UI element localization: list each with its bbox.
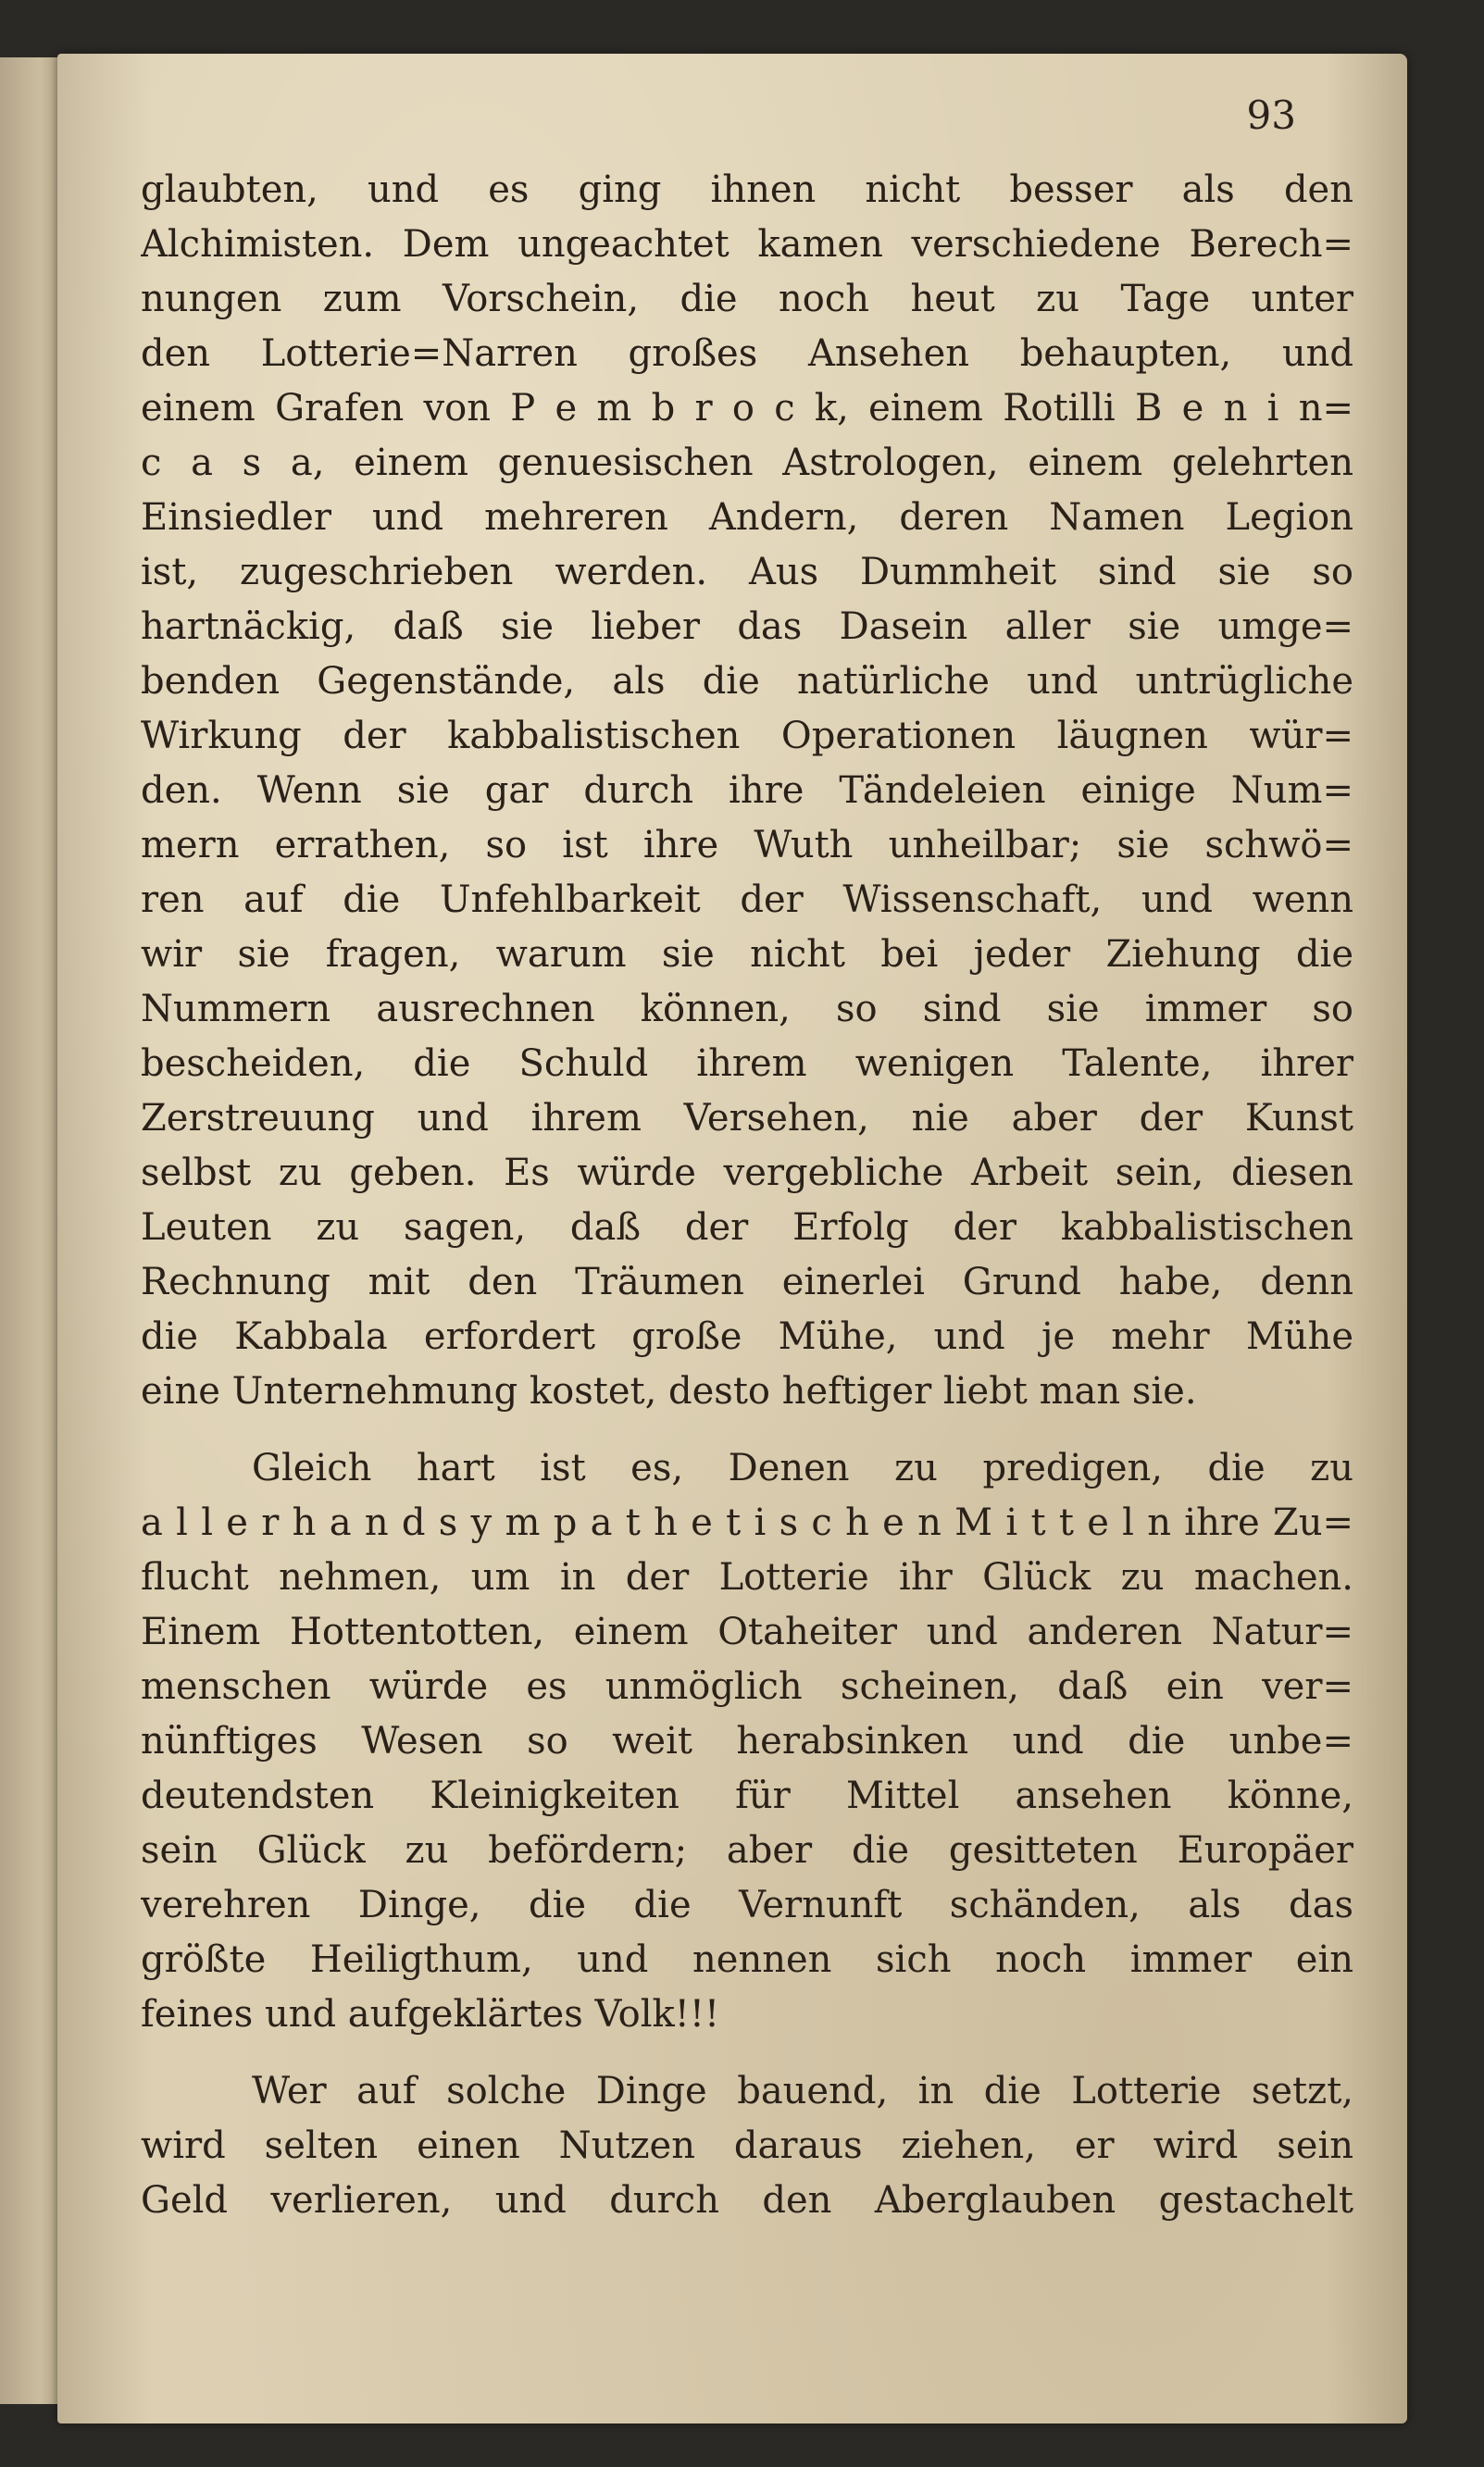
text-line: wir sie fragen, warum sie nicht bei jeder Ziehung die	[141, 933, 1353, 976]
text-line: deutendsten Kleinigkeiten für Mittel ansehen könne,	[141, 1775, 1353, 1817]
text-line: nungen zum Vorschein, die noch heut zu Tage unter	[141, 278, 1353, 320]
text-line: flucht nehmen, um in der Lotterie ihr Glück zu machen.	[141, 1556, 1353, 1599]
text-line: Einsiedler und mehreren Andern, deren Namen Legion	[141, 496, 1353, 539]
text-line: Leuten zu sagen, daß der Erfolg der kabbalistischen	[141, 1206, 1353, 1249]
text-line: wird selten einen Nutzen daraus ziehen, er wird sein	[141, 2124, 1353, 2167]
text-line: menschen würde es unmöglich scheinen, daß ein ver=	[141, 1665, 1353, 1708]
text-line: glaubten, und es ging ihnen nicht besser als den	[141, 168, 1353, 211]
book-page	[57, 54, 1407, 2423]
text-line: die Kabbala erfordert große Mühe, und je mehr Mühe	[141, 1315, 1353, 1358]
text-line: verehren Dinge, die die Vernunft schänden, als das	[141, 1884, 1353, 1926]
text-line: selbst zu geben. Es würde vergebliche Arbeit sein, diesen	[141, 1152, 1353, 1194]
text-line: benden Gegenstände, als die natürliche und untrügliche	[141, 660, 1353, 703]
text-line: bescheiden, die Schuld ihrem wenigen Talente, ihrer	[141, 1042, 1353, 1085]
text-line: ren auf die Unfehlbarkeit der Wissenschaft, und wenn	[141, 878, 1353, 921]
text-line: einem Grafen von P e m b r o c k, einem Rotilli B e n i n=	[141, 387, 1353, 430]
text-line: mern errathen, so ist ihre Wuth unheilbar; sie schwö=	[141, 824, 1353, 866]
text-line: Zerstreuung und ihrem Versehen, nie aber der Kunst	[141, 1097, 1353, 1140]
paragraph-3	[141, 2064, 1353, 2228]
text-line: Geld verlieren, und durch den Aberglauben gestachelt	[141, 2179, 1353, 2222]
text-line: Einem Hottentotten, einem Otaheiter und anderen Natur=	[141, 1611, 1353, 1653]
page-number: 93	[1246, 93, 1296, 138]
paragraph-2	[141, 1441, 1353, 2042]
text-line: c a s a, einem genuesischen Astrologen, einem gelehrten	[141, 442, 1353, 484]
text-line: nünftiges Wesen so weit herabsinken und die unbe=	[141, 1720, 1353, 1763]
text-line: ist, zugeschrieben werden. Aus Dummheit sind sie so	[141, 551, 1353, 593]
paragraph-gap	[141, 2042, 1353, 2064]
text-line: sein Glück zu befördern; aber die gesitteten Europäer	[141, 1829, 1353, 1872]
text-line: größte Heiligthum, und nennen sich noch immer ein	[141, 1938, 1353, 1981]
text-line: Alchimisten. Dem ungeachtet kamen verschiedene Berech=	[141, 223, 1353, 266]
text-line: Wirkung der kabbalistischen Operationen läugnen wür=	[141, 715, 1353, 757]
paragraph-gap	[141, 1419, 1353, 1441]
text-line: Nummern ausrechnen können, so sind sie immer so	[141, 988, 1353, 1030]
text-line: a l l e r h a n d s y m p a t h e t i s c h e n M i t t e l n ihre Zu=	[141, 1501, 1353, 1544]
body-text	[141, 163, 1353, 2228]
text-line: Gleich hart ist es, Denen zu predigen, die zu	[252, 1447, 1353, 1489]
text-line: den. Wenn sie gar durch ihre Tändeleien einige Num=	[141, 769, 1353, 812]
text-line: den Lotterie=Narren großes Ansehen behaupten, und	[141, 332, 1353, 375]
text-line: hartnäckig, daß sie lieber das Dasein aller sie umge=	[141, 605, 1353, 648]
text-line: eine Unternehmung kostet, desto heftiger liebt man sie.	[141, 1370, 1197, 1413]
paragraph-1	[141, 163, 1353, 1419]
text-line: Rechnung mit den Träumen einerlei Grund habe, denn	[141, 1261, 1353, 1303]
text-line: Wer auf solche Dinge bauend, in die Lotterie setzt,	[252, 2070, 1353, 2112]
text-line: feines und aufgeklärtes Volk!!!	[141, 1993, 720, 2036]
